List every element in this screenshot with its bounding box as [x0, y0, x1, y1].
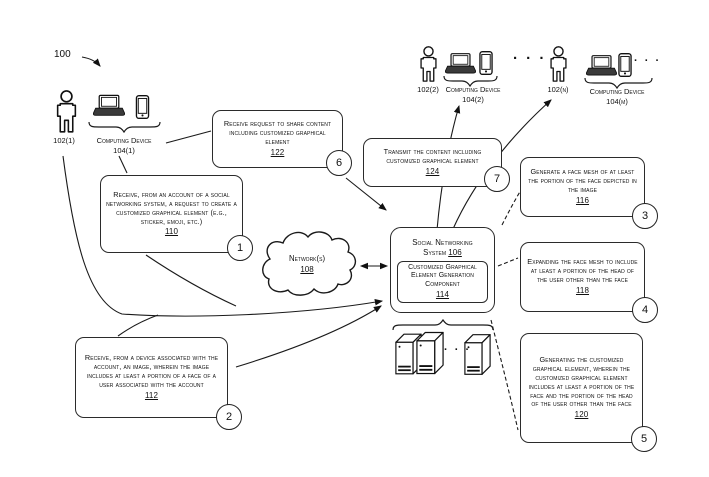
user-ref-label: 102(2): [417, 85, 439, 94]
step-circle-1-num: 1: [236, 242, 244, 254]
more-servers-ellipsis: · · ·: [444, 344, 472, 356]
device-name: Computing Device: [445, 85, 501, 94]
step-ref-118: 118: [575, 285, 590, 295]
social-networking-system-box: [390, 227, 495, 313]
step-ref-116: 116: [575, 195, 590, 205]
cge-component-ref: 114: [435, 290, 450, 300]
computing-device-label: [434, 85, 512, 105]
server-icon: [417, 332, 443, 373]
user-icon: [58, 91, 76, 132]
connector-sns-to-118-dashed: [498, 258, 518, 266]
step-circle-6: [326, 150, 352, 176]
device-ref: 104(2): [462, 94, 484, 104]
computing-device-label: [574, 87, 660, 107]
device-ref: 104(1): [113, 145, 135, 155]
step-ref-120: 120: [574, 410, 589, 420]
step-text-112: Receive, from a device associated with the account, an image, wherein the image includes at least a portion of a face of a user associated with the account: [84, 353, 219, 390]
device-ref: 104(m): [606, 96, 628, 106]
step-circle-4: [632, 297, 658, 323]
user-ref-label: 102(n): [547, 85, 569, 94]
cge-component-label: Customized Graphical Element Generation Component: [408, 263, 477, 288]
step-circle-7-num: 7: [493, 173, 501, 185]
step-circle-4-num: 4: [641, 304, 649, 316]
step-ref-124: 124: [425, 167, 440, 177]
step-box-110: [100, 175, 243, 253]
smartphone-icon: [136, 96, 148, 119]
step-text-118: Expanding the face mesh to include at least a portion of the head of the user other than the face: [527, 257, 638, 285]
step-text-120: Generating the customized graphical element, wherein the customized graphical element includes at least a portion of the face and the portion of the head of the user other than the face: [528, 354, 635, 409]
step-circle-1: [227, 235, 253, 261]
step-box-116: [520, 157, 645, 217]
connector-fig100-arrow: [82, 57, 100, 66]
step-box-118: [520, 242, 645, 312]
network-cloud: [270, 254, 344, 276]
brace-left-devices: [89, 122, 160, 132]
step-circle-7: [484, 166, 510, 192]
smartphone-icon: [619, 54, 631, 77]
step-circle-2-num: 2: [225, 411, 233, 423]
smartphone-icon: [480, 52, 492, 75]
sns-ref: 106: [448, 247, 462, 257]
step-circle-2: [216, 404, 242, 430]
step-box-124: [363, 138, 502, 187]
step-ref-110: 110: [164, 227, 179, 237]
user-ref-label: 102(1): [53, 136, 75, 145]
connector-sns-to-116-dashed: [502, 190, 521, 225]
device-name: Computing Device: [96, 136, 152, 145]
connector-112-to-flow: [118, 315, 158, 336]
device-name: Computing Device: [589, 87, 645, 96]
connector-sns-to-120-dashed: [491, 320, 518, 430]
computing-device-label: [78, 136, 170, 156]
network-label: Network(s): [288, 254, 326, 263]
connector-device1-to-110: [119, 156, 127, 173]
step-circle-6-num: 6: [335, 157, 343, 169]
connector-device1-to-122: [166, 131, 211, 143]
step-ref-122: 122: [270, 147, 285, 157]
sns-title: [396, 238, 489, 258]
step-text-116: Generate a face mesh of at least the portion of the face depicted in the image: [528, 167, 637, 195]
brace-servers: [393, 320, 493, 330]
step-text-122: Receive request to share content including customized graphical element: [223, 119, 332, 147]
figure-ref-label: 100: [54, 49, 71, 60]
connector-110-to-flow: [146, 255, 236, 306]
step-box-120: [520, 333, 643, 443]
connector-112-to-sns: [236, 306, 381, 367]
cge-component-box: [397, 261, 488, 303]
user-icon: [421, 47, 436, 81]
more-devices-ellipsis: · · ·: [513, 50, 547, 67]
step-box-122: [212, 110, 343, 168]
step-ref-112: 112: [144, 390, 159, 400]
step-circle-5: [631, 426, 657, 452]
laptop-icon: [445, 54, 475, 73]
step-text-124: Transmit the content including customized graphical element: [383, 147, 482, 166]
step-box-112: [75, 337, 228, 418]
step-circle-3-num: 3: [641, 210, 649, 222]
step-text-110: Receive, from an account of a social networking system, a request to create a customized graphical element (e.g., sticker, emoji, etc.): [106, 189, 237, 226]
step-circle-5-num: 5: [640, 433, 648, 445]
user-icon: [551, 47, 566, 81]
sns-title-text: Social Networking System: [412, 237, 473, 257]
step-circle-3: [632, 203, 658, 229]
more-devices-ellipsis: · · ·: [634, 55, 662, 67]
network-ref: 108: [300, 265, 314, 275]
laptop-icon: [93, 95, 124, 115]
laptop-icon: [586, 56, 616, 75]
